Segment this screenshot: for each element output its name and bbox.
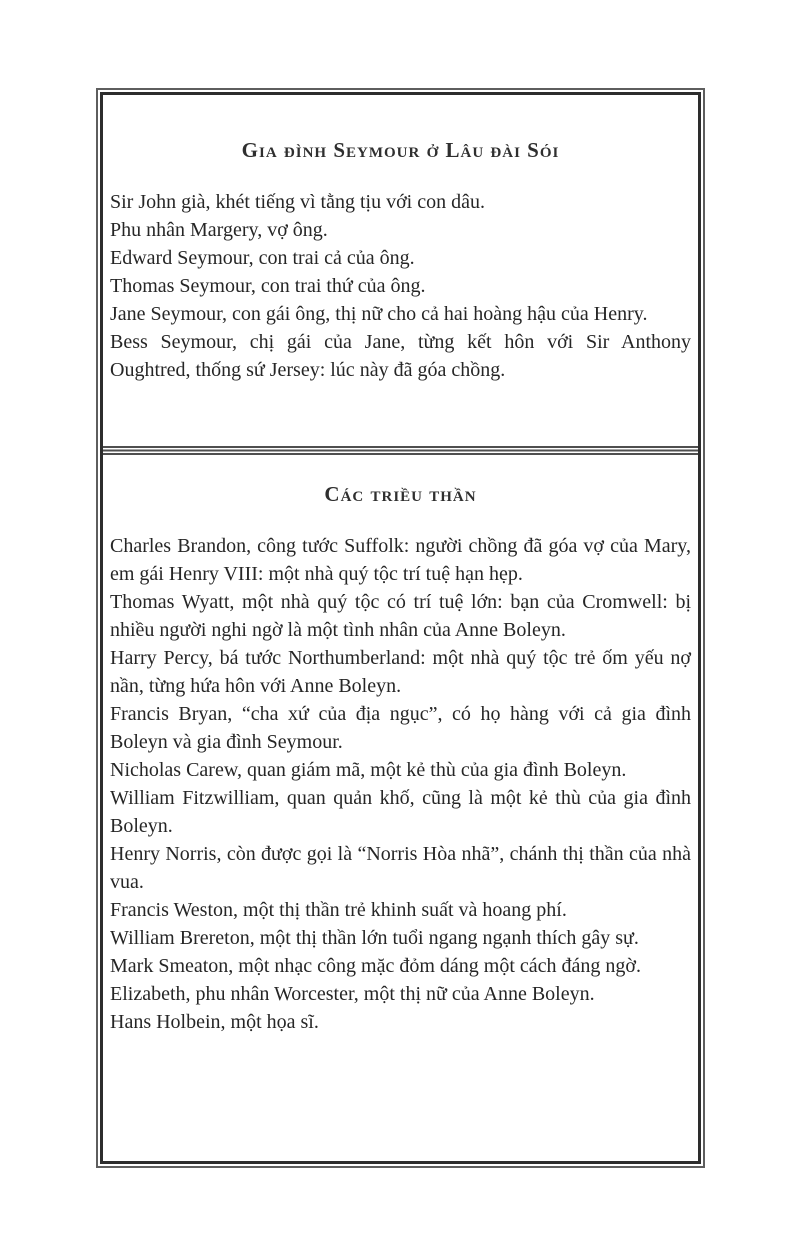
character-entry: Hans Holbein, một họa sĩ. [110,1011,319,1033]
character-entry: Bess Seymour, chị gái của Jane, từng kết hôn với Sir Anthony Oughtred, thống sứ Jersey: lúc này đã góa chồng. [110,331,691,381]
page-border [96,88,705,1168]
character-entry: Phu nhân Margery, vợ ông. [110,219,328,241]
character-entry: Charles Brandon, công tước Suffolk: người chồng đã góa vợ của Mary, em gái Henry VIII: một nhà quý tộc trí tuệ hạn hẹp. [110,535,691,585]
character-entry: Jane Seymour, con gái ông, thị nữ cho cả hai hoàng hậu của Henry. [110,303,648,325]
character-entry: Edward Seymour, con trai cả của ông. [110,247,415,269]
character-entry: Nicholas Carew, quan giám mã, một kẻ thù của gia đình Boleyn. [110,759,627,781]
character-entry: William Fitzwilliam, quan quản khố, cũng là một kẻ thù của gia đình Boleyn. [110,787,691,837]
section-courtiers [110,482,691,1036]
page-content [103,138,698,1036]
section-seymour-family [110,138,691,384]
character-entry: Thomas Wyatt, một nhà quý tộc có trí tuệ lớn: bạn của Cromwell: bị nhiều người nghi ngờ là một tình nhân của Anne Boleyn. [110,591,691,641]
character-entry: Mark Smeaton, một nhạc công mặc đỏm dáng một cách đáng ngờ. [110,955,641,977]
section-heading-courtiers: Các triều thần [324,482,477,506]
section-heading-seymour-family: Gia đình Seymour ở Lâu đài Sói [241,138,560,162]
character-list-seymour [110,188,691,384]
character-entry: Sir John già, khét tiếng vì tằng tịu với con dâu. [110,191,485,213]
character-entry: Harry Percy, bá tước Northumberland: một nhà quý tộc trẻ ốm yếu nợ nần, từng hứa hôn với Anne Boleyn. [110,647,691,697]
page-border-inner [100,92,701,1164]
character-entry: Francis Bryan, “cha xứ của địa ngục”, có họ hàng với cả gia đình Boleyn và gia đình Seymour. [110,703,691,753]
character-entry: Thomas Seymour, con trai thứ của ông. [110,275,426,297]
character-list-courtiers [110,532,691,1036]
character-entry: William Brereton, một thị thần lớn tuổi ngang ngạnh thích gây sự. [110,927,639,949]
character-entry: Francis Weston, một thị thần trẻ khinh suất và hoang phí. [110,899,567,921]
section-divider-rule [103,446,698,455]
character-entry: Elizabeth, phu nhân Worcester, một thị nữ của Anne Boleyn. [110,983,595,1005]
character-entry: Henry Norris, còn được gọi là “Norris Hòa nhã”, chánh thị thần của nhà vua. [110,843,691,893]
